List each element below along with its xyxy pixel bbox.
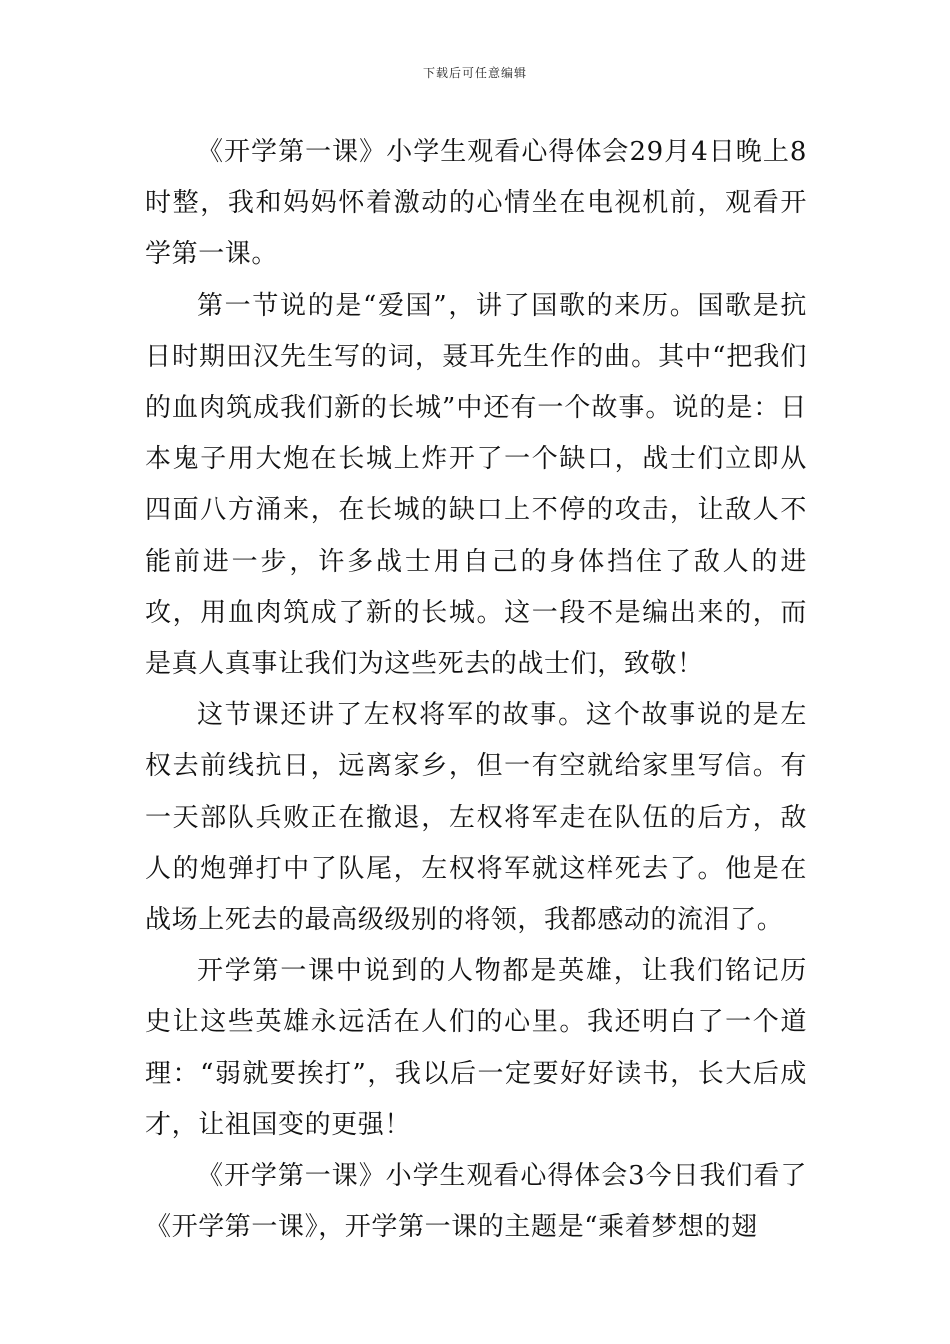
paragraph-4: 开学第一课中说到的人物都是英雄，让我们铭记历史让这些英雄永远活在人们的心里。我还明白了一个道理：“弱就要挨打”，我以后一定要好好读书，长大后成才，让祖国变的更强！	[145, 956, 807, 1140]
page-header: 下载后可任意编辑	[422, 66, 527, 80]
document-body	[145, 127, 807, 1253]
paragraph-1: 《开学第一课》小学生观看心得体会29月4日晚上8时整，我和妈妈怀着激动的心情坐在电视机前，观看开学第一课。	[145, 137, 807, 270]
paragraph-3: 这节课还讲了左权将军的故事。这个故事说的是左权去前线抗日，远离家乡，但一有空就给家里写信。有一天部队兵败正在撤退，左权将军走在队伍的后方，敌人的炮弹打中了队尾，左权将军就这样死去了。他是在战场上死去的最高级级别的将领，我都感动的流泪了。	[145, 700, 807, 936]
paragraph-2: 第一节说的是“爱国”，讲了国歌的来历。国歌是抗日时期田汉先生写的词，聂耳先生作的曲。其中“把我们的血肉筑成我们新的长城”中还有一个故事。说的是：日本鬼子用大炮在长城上炸开了一个缺口，战士们立即从四面八方涌来，在长城的缺口上不停的攻击，让敌人不能前进一步，许多战士用自己的身体挡住了敌人的进攻，用血肉筑成了新的长城。这一段不是编出来的，而是真人真事让我们为这些死去的战士们，致敬！	[145, 290, 807, 680]
paragraph-5: 《开学第一课》小学生观看心得体会3今日我们看了《开学第一课》，开学第一课的主题是“乘着梦想的翅	[145, 1161, 807, 1243]
